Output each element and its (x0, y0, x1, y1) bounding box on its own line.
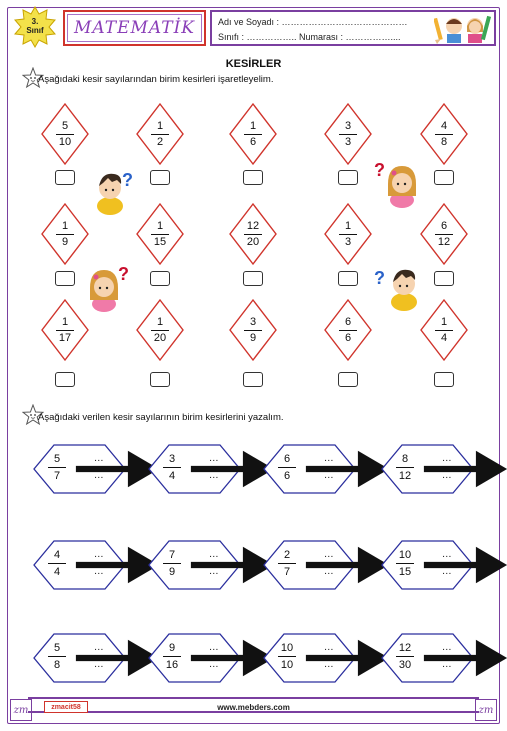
fraction-diamond (419, 202, 469, 266)
fraction-hexagon (262, 443, 357, 495)
fraction-numerator: 7 (168, 549, 176, 561)
answer-numerator-blank[interactable]: … (441, 453, 453, 464)
fraction-bar (435, 467, 459, 468)
fraction-denominator: 10 (58, 135, 72, 148)
answer-checkbox[interactable] (55, 372, 75, 387)
fraction-bar (278, 467, 296, 468)
fraction-numerator: 5 (53, 453, 61, 465)
answer-denominator-blank[interactable]: … (441, 566, 453, 577)
fraction-denominator: 9 (168, 566, 176, 578)
unit-fraction-answer[interactable] (87, 452, 111, 483)
fraction (419, 102, 469, 166)
given-fraction (45, 548, 69, 579)
answer-checkbox[interactable] (150, 372, 170, 387)
answer-numerator-blank[interactable]: … (323, 549, 335, 560)
fraction-numerator: 1 (156, 219, 164, 232)
fraction-numerator: 3 (168, 453, 176, 465)
fraction-bar (396, 656, 414, 657)
fraction-denominator: 4 (53, 566, 61, 578)
fraction (323, 202, 373, 266)
answer-denominator-blank[interactable]: … (323, 566, 335, 577)
fraction-hexagon (262, 632, 357, 684)
fraction-denominator: 20 (153, 331, 167, 344)
answer-denominator-blank[interactable]: … (93, 659, 105, 670)
answer-checkbox[interactable] (338, 372, 358, 387)
fraction-numerator: 9 (168, 642, 176, 654)
fraction-denominator: 8 (53, 659, 61, 671)
subject-title-box (63, 10, 206, 46)
fraction-denominator: 3 (344, 235, 352, 248)
answer-denominator-blank[interactable]: … (323, 470, 335, 481)
fraction (228, 298, 278, 362)
fraction-diamond (419, 298, 469, 362)
answer-denominator-blank[interactable]: … (208, 470, 220, 481)
fraction-diamond (40, 202, 90, 266)
fraction-bar (163, 467, 181, 468)
fraction-bar (151, 134, 169, 135)
given-fraction (393, 452, 417, 483)
fraction-bar (317, 563, 341, 564)
fraction (228, 202, 278, 266)
fraction-hexagon (32, 443, 127, 495)
fraction-numerator: 3 (344, 119, 352, 132)
given-fraction (45, 452, 69, 483)
fraction-numerator: 12 (246, 219, 260, 232)
given-fraction (275, 641, 299, 672)
unit-fraction-answer[interactable] (202, 548, 226, 579)
fraction-bar (396, 467, 414, 468)
unit-fraction-answer[interactable] (317, 641, 341, 672)
fraction-bar (435, 330, 453, 331)
fraction-bar (87, 467, 111, 468)
answer-numerator-blank[interactable]: … (441, 549, 453, 560)
fraction-numerator: 1 (156, 315, 164, 328)
answer-checkbox[interactable] (150, 271, 170, 286)
answer-checkbox[interactable] (150, 170, 170, 185)
arrow-right-icon (418, 443, 507, 495)
fraction-diamond (135, 102, 185, 166)
answer-denominator-blank[interactable]: … (323, 659, 335, 670)
fraction-bar (278, 656, 296, 657)
question-mark-icon: ? (122, 170, 133, 190)
fraction-numerator: 5 (53, 642, 61, 654)
fraction-bar (435, 563, 459, 564)
fraction-numerator: 1 (156, 119, 164, 132)
answer-numerator-blank[interactable]: … (93, 549, 105, 560)
fraction-bar (48, 563, 66, 564)
answer-numerator-blank[interactable]: … (208, 642, 220, 653)
answer-checkbox[interactable] (243, 271, 263, 286)
thinking-girl-illustration (84, 262, 136, 312)
fraction-numerator: 4 (53, 549, 61, 561)
answer-checkbox[interactable] (243, 372, 263, 387)
corner-logo-right: zm (475, 699, 497, 721)
given-fraction (393, 641, 417, 672)
fraction-diamond (135, 202, 185, 266)
class-number-field[interactable]: Sınıfı : …………….. Numarası : …………….... (218, 32, 401, 42)
fraction-numerator: 1 (61, 315, 69, 328)
fraction-denominator: 8 (440, 135, 448, 148)
answer-numerator-blank[interactable]: … (323, 642, 335, 653)
fraction-numerator: 6 (283, 453, 291, 465)
fraction-denominator: 4 (168, 470, 176, 482)
fraction-numerator: 1 (61, 219, 69, 232)
section1-instruction: Aşağıdaki kesir sayılarından birim kesirleri işaretleyelim. (38, 74, 274, 85)
answer-checkbox[interactable] (338, 170, 358, 185)
answer-numerator-blank[interactable]: … (208, 453, 220, 464)
fraction-hexagon (147, 632, 242, 684)
thinking-boy-illustration (372, 262, 422, 312)
fraction-denominator: 7 (53, 470, 61, 482)
page-title: KESİRLER (225, 58, 282, 70)
question-mark-icon: ? (118, 264, 129, 284)
fraction-diamond (135, 298, 185, 362)
fraction-bar (435, 656, 459, 657)
fraction-hexagon (147, 539, 242, 591)
fraction (419, 298, 469, 362)
unit-fraction-answer[interactable] (435, 452, 459, 483)
unit-fraction-answer[interactable] (87, 548, 111, 579)
fraction-numerator: 1 (440, 315, 448, 328)
fraction-diamond (40, 298, 90, 362)
fraction-denominator: 12 (437, 235, 451, 248)
fraction-diamond (228, 202, 278, 266)
fraction-denominator: 15 (153, 235, 167, 248)
given-fraction (160, 452, 184, 483)
arrow-right-icon (418, 539, 507, 591)
fraction-bar (48, 656, 66, 657)
fraction-bar (87, 563, 111, 564)
answer-numerator-blank[interactable]: … (93, 453, 105, 464)
thinking-boy-illustration (92, 166, 138, 216)
fraction (135, 298, 185, 362)
arrow-right-icon (418, 632, 507, 684)
fraction-denominator: 17 (58, 331, 72, 344)
fraction-diamond (323, 102, 373, 166)
fraction (323, 298, 373, 362)
fraction-bar (339, 234, 357, 235)
kids-pencil-illustration (434, 12, 492, 44)
fraction-hexagon (380, 539, 475, 591)
fraction-bar (339, 134, 357, 135)
fraction-bar (56, 234, 74, 235)
section2-instruction: Aşağıdaki verilen kesir sayılarının birim kesirlerini yazalım. (38, 412, 284, 423)
fraction-numerator: 10 (280, 642, 294, 654)
answer-numerator-blank[interactable]: … (208, 549, 220, 560)
fraction-denominator: 9 (249, 331, 257, 344)
fraction-denominator: 3 (344, 135, 352, 148)
fraction-bar (202, 467, 226, 468)
unit-fraction-answer[interactable] (317, 548, 341, 579)
answer-denominator-blank[interactable]: … (208, 659, 220, 670)
answer-denominator-blank[interactable]: … (208, 566, 220, 577)
fraction-bar (339, 330, 357, 331)
given-fraction (160, 641, 184, 672)
fraction-diamond (323, 298, 373, 362)
corner-logo-left: zm (10, 699, 32, 721)
fraction-denominator: 12 (398, 470, 412, 482)
unit-fraction-answer[interactable] (202, 641, 226, 672)
author-tag: zmacit58 (44, 701, 88, 713)
fraction-diamond (40, 102, 90, 166)
question-mark-icon: ? (374, 160, 385, 180)
footer-site-link[interactable]: www.mebders.com (217, 703, 290, 712)
grade-number: 3. (31, 17, 39, 26)
fraction-denominator: 6 (344, 331, 352, 344)
name-field[interactable]: Adı ve Soyadı : …………………………………… (218, 17, 408, 27)
fraction-hexagon (380, 632, 475, 684)
fraction-bar (278, 563, 296, 564)
fraction (135, 202, 185, 266)
answer-numerator-blank[interactable]: … (441, 642, 453, 653)
fraction-bar (163, 656, 181, 657)
fraction-diamond (323, 202, 373, 266)
unit-fraction-answer[interactable] (202, 452, 226, 483)
fraction-numerator: 8 (401, 453, 409, 465)
fraction-diamond (419, 102, 469, 166)
fraction-denominator: 6 (249, 135, 257, 148)
fraction-bar (244, 330, 262, 331)
unit-fraction-answer[interactable] (317, 452, 341, 483)
fraction-numerator: 3 (249, 315, 257, 328)
fraction-bar (435, 134, 453, 135)
answer-numerator-blank[interactable]: … (323, 453, 335, 464)
fraction-numerator: 1 (249, 119, 257, 132)
unit-fraction-answer[interactable] (435, 548, 459, 579)
answer-denominator-blank[interactable]: … (93, 470, 105, 481)
fraction-denominator: 9 (61, 235, 69, 248)
given-fraction (393, 548, 417, 579)
fraction-numerator: 6 (344, 315, 352, 328)
fraction-numerator: 10 (398, 549, 412, 561)
fraction-bar (435, 234, 453, 235)
fraction (323, 102, 373, 166)
grade-word: Sınıf (26, 26, 44, 35)
answer-checkbox[interactable] (434, 170, 454, 185)
fraction-bar (56, 134, 74, 135)
fraction-denominator: 7 (283, 566, 291, 578)
fraction-numerator: 12 (398, 642, 412, 654)
given-fraction (45, 641, 69, 672)
fraction-diamond (228, 102, 278, 166)
fraction-bar (396, 563, 414, 564)
fraction-numerator: 2 (283, 549, 291, 561)
fraction-bar (244, 234, 262, 235)
answer-checkbox[interactable] (55, 271, 75, 286)
fraction-hexagon (32, 632, 127, 684)
fraction-numerator: 4 (440, 119, 448, 132)
fraction-hexagon (32, 539, 127, 591)
subject-title: MATEMATİK (73, 18, 195, 38)
fraction (135, 102, 185, 166)
question-mark-icon: ? (374, 268, 385, 288)
fraction-denominator: 20 (246, 235, 260, 248)
fraction-bar (202, 656, 226, 657)
grade-label (14, 17, 56, 35)
fraction (40, 202, 90, 266)
answer-checkbox[interactable] (243, 170, 263, 185)
unit-fraction-answer[interactable] (87, 641, 111, 672)
fraction-denominator: 16 (165, 659, 179, 671)
fraction (419, 202, 469, 266)
fraction-hexagon (262, 539, 357, 591)
fraction-numerator: 6 (440, 219, 448, 232)
fraction-numerator: 1 (344, 219, 352, 232)
fraction (228, 102, 278, 166)
unit-fraction-answer[interactable] (435, 641, 459, 672)
fraction-bar (48, 467, 66, 468)
fraction-bar (244, 134, 262, 135)
fraction (40, 102, 90, 166)
subject-title-inner (67, 14, 202, 42)
answer-checkbox[interactable] (434, 372, 454, 387)
fraction-denominator: 6 (283, 470, 291, 482)
fraction-diamond (228, 298, 278, 362)
fraction-numerator: 5 (61, 119, 69, 132)
fraction-bar (163, 563, 181, 564)
fraction-denominator: 4 (440, 331, 448, 344)
answer-denominator-blank[interactable]: … (441, 659, 453, 670)
fraction-hexagon (147, 443, 242, 495)
grade-badge (14, 6, 56, 48)
given-fraction (275, 548, 299, 579)
answer-denominator-blank[interactable]: … (441, 470, 453, 481)
answer-checkbox[interactable] (55, 170, 75, 185)
fraction (40, 298, 90, 362)
fraction-bar (151, 234, 169, 235)
answer-numerator-blank[interactable]: … (93, 642, 105, 653)
given-fraction (275, 452, 299, 483)
given-fraction (160, 548, 184, 579)
thinking-girl-illustration (372, 158, 422, 208)
answer-checkbox[interactable] (434, 271, 454, 286)
fraction-bar (317, 467, 341, 468)
fraction-denominator: 30 (398, 659, 412, 671)
fraction-bar (151, 330, 169, 331)
fraction-bar (202, 563, 226, 564)
fraction-bar (87, 656, 111, 657)
fraction-denominator: 10 (280, 659, 294, 671)
fraction-bar (56, 330, 74, 331)
answer-checkbox[interactable] (338, 271, 358, 286)
fraction-denominator: 2 (156, 135, 164, 148)
fraction-denominator: 15 (398, 566, 412, 578)
fraction-hexagon (380, 443, 475, 495)
fraction-bar (317, 656, 341, 657)
answer-denominator-blank[interactable]: … (93, 566, 105, 577)
